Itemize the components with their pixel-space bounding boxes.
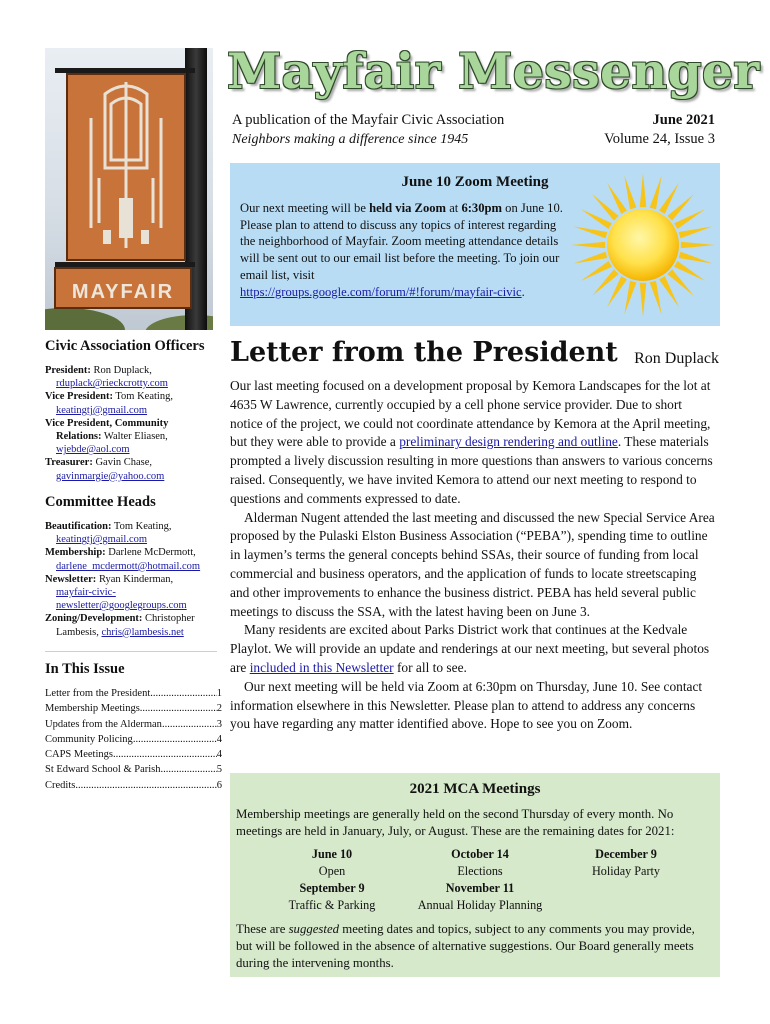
sun-ray xyxy=(624,281,636,315)
sun-ray xyxy=(640,283,647,317)
meetings-title: 2021 MCA Meetings xyxy=(409,781,541,797)
meetings-footnote: These are suggested meeting dates and topics, subject to any comments you may provide, but will be followed in the absence of alternative suggestions. Our Board generally meets during the intervening months. xyxy=(236,922,695,970)
meetings-intro: Membership meetings are generally held on the second Thursday of every month. No meetings are held in January, July, or August. These are the remaining dates for 2021: xyxy=(236,807,675,838)
meeting-topic: Open xyxy=(318,864,346,878)
sun-ray xyxy=(571,242,605,249)
president-email-link[interactable]: rduplack@rieckcrotty.com xyxy=(56,378,168,390)
meeting-date: November 11 xyxy=(445,881,515,895)
zoom-meeting-title: June 10 Zoom Meeting xyxy=(401,174,549,190)
membership-email-link[interactable]: darlene_mcdermott@hotmail.com xyxy=(56,560,201,572)
letter-paragraph: Many residents are excited about Parks District work that continues at the Kedvale Playlot. We will provide an update and renderings at our next meeting, but several photos are included in this Newsletter for all to see. xyxy=(230,622,710,675)
zoom-meeting-box xyxy=(230,163,720,326)
zoning-email-link[interactable]: chris@lambesis.net xyxy=(101,626,184,638)
letter-heading: Letter from the President xyxy=(230,337,618,368)
table-of-contents xyxy=(45,686,222,793)
toc-item[interactable]: Updates from the Alderman ..... 3 xyxy=(45,717,222,732)
letter-paragraph: Alderman Nugent attended the last meeting and discussed the new Special Service Area proposed by the Pulaski Elston Business Association (“PEBA”), spending time to outline in laymen’s terms the general concepts behind SSAs, their source of funding from local commercial and business operators, and the application of funds to locate streetscaping and other improvements to enhance the business district. PEBA has held several public meetings to discuss the SSA, with the latest having been on June 3. xyxy=(230,509,715,619)
meeting-date: June 10 xyxy=(311,847,353,861)
vice-president-email-link[interactable]: keatingtj@gmail.com xyxy=(56,404,148,416)
committee-list: Beautification: Tom Keating, keatingtj@gmail.com Membership: Darlene McDermott, darlene_mcdermott@hotmail.com Newsletter: Ryan Kinderman, mayfair-civic- newsletter@googlegroups.com Zoning/Development: Christopher Lambesis, chris@lambesis.net xyxy=(45,521,201,638)
meeting-date: September 9 xyxy=(299,881,365,895)
officers-heading: Civic Association Officers xyxy=(45,338,205,354)
sun-ray xyxy=(679,226,713,238)
sun-ray xyxy=(573,226,607,238)
newsletter-email-link-part-2[interactable]: newsletter@googlegroups.com xyxy=(56,600,187,612)
officers-list: President: Ron Duplack, rduplack@rieckcrotty.com Vice President: Tom Keating, keatingtj@gmail.com Vice President, Community Relations: Walter Eliasen, wjebde@aol.com Treasurer: Gavin Chase, gavinmargie@yahoo.com xyxy=(45,365,173,482)
toc-item[interactable]: Letter from the President ..... 1 xyxy=(45,686,222,701)
in-this-issue-heading: In This Issue xyxy=(45,661,125,677)
sun-ray xyxy=(650,281,662,315)
issue-date: June 2021 xyxy=(652,112,715,128)
banner-photo xyxy=(45,48,213,330)
newsletter-title: Mayfair Messenger xyxy=(227,42,760,100)
meetings-column xyxy=(252,846,412,914)
sun-ray xyxy=(681,242,715,249)
meeting-topic: Holiday Party xyxy=(591,864,661,878)
letter-paragraph: Our last meeting focused on a development proposal by Kemora Landscapes for the lot at 4635 W Lawrence, currently occupied by a cell phone service provider. Due to short notice of the project, we could not coordinate attendance by Kemora at the April meeting, but they were able to provide a preliminary design rendering and outline. These materials prompted a lively discussion resulting in more questions than answers to various concerns raised. Consequently, we have invited Kemora to attend our next meeting to respond to questions and comments expressed to date. xyxy=(230,378,713,506)
svg-text:MAYFAIR: MAYFAIR xyxy=(71,281,175,303)
design-rendering-link[interactable]: preliminary design rendering and outline xyxy=(399,434,618,450)
sun-ray xyxy=(679,252,713,264)
newsletter-photos-link[interactable]: included in this Newsletter xyxy=(249,659,394,675)
meetings-column xyxy=(400,846,560,914)
meeting-date: December 9 xyxy=(595,847,657,861)
meetings-column xyxy=(546,846,706,880)
google-group-link[interactable]: https://groups.google.com/forum/#!forum/mayfair-civic xyxy=(240,284,522,299)
sun-ray xyxy=(573,252,607,264)
sidebar-divider xyxy=(45,651,217,652)
meeting-topic: Elections xyxy=(457,864,503,878)
sun-ray xyxy=(650,175,662,209)
publication-line: A publication of the Mayfair Civic Association xyxy=(232,112,505,128)
toc-item[interactable]: St Edward School & Parish ..... 5 xyxy=(45,762,222,777)
letter-body xyxy=(230,377,718,734)
letter-paragraph: Our next meeting will be held via Zoom at 6:30pm on Thursday, June 10. See contact information elsewhere in this Newsletter. Please plan to attend to address any concerns you have regarding any matter identified above. Hope to see you on Zoom. xyxy=(230,678,703,732)
sun-icon xyxy=(568,169,718,321)
beautification-email-link[interactable]: keatingtj@gmail.com xyxy=(56,534,148,546)
meeting-topic: Annual Holiday Planning xyxy=(417,898,543,912)
treasurer-email-link[interactable]: gavinmargie@yahoo.com xyxy=(56,470,165,482)
committee-heading: Committee Heads xyxy=(45,494,156,510)
meetings-box xyxy=(230,773,720,977)
issue-volume: Volume 24, Issue 3 xyxy=(604,131,715,147)
sun-ray xyxy=(624,175,636,209)
toc-item[interactable]: Credits ..... 6 xyxy=(45,778,222,793)
newsletter-email-link-part-1[interactable]: mayfair-civic- xyxy=(56,587,116,599)
zoom-meeting-text: Our next meeting will be held via Zoom at 6:30pm on June 10. Please plan to attend to discuss any topics of interest regarding the neighborhood of Mayfair. Zoom meeting attendance details will be sent out to our email list before the meeting. To join our email list, visit https://groups.google.com/forum/#!forum/mayfair-civic. xyxy=(240,201,563,299)
meeting-topic: Traffic & Parking xyxy=(288,898,376,912)
letter-author: Ron Duplack xyxy=(634,350,719,367)
motto: Neighbors making a difference since 1945 xyxy=(232,132,469,147)
toc-item[interactable]: Membership Meetings ..... 2 xyxy=(45,701,222,716)
community-relations-email-link[interactable]: wjebde@aol.com xyxy=(56,444,130,456)
meeting-date: October 14 xyxy=(451,847,509,861)
toc-item[interactable]: Community Policing ..... 4 xyxy=(45,732,222,747)
sun-ray xyxy=(640,173,647,207)
toc-item[interactable]: CAPS Meetings ..... 4 xyxy=(45,747,222,762)
